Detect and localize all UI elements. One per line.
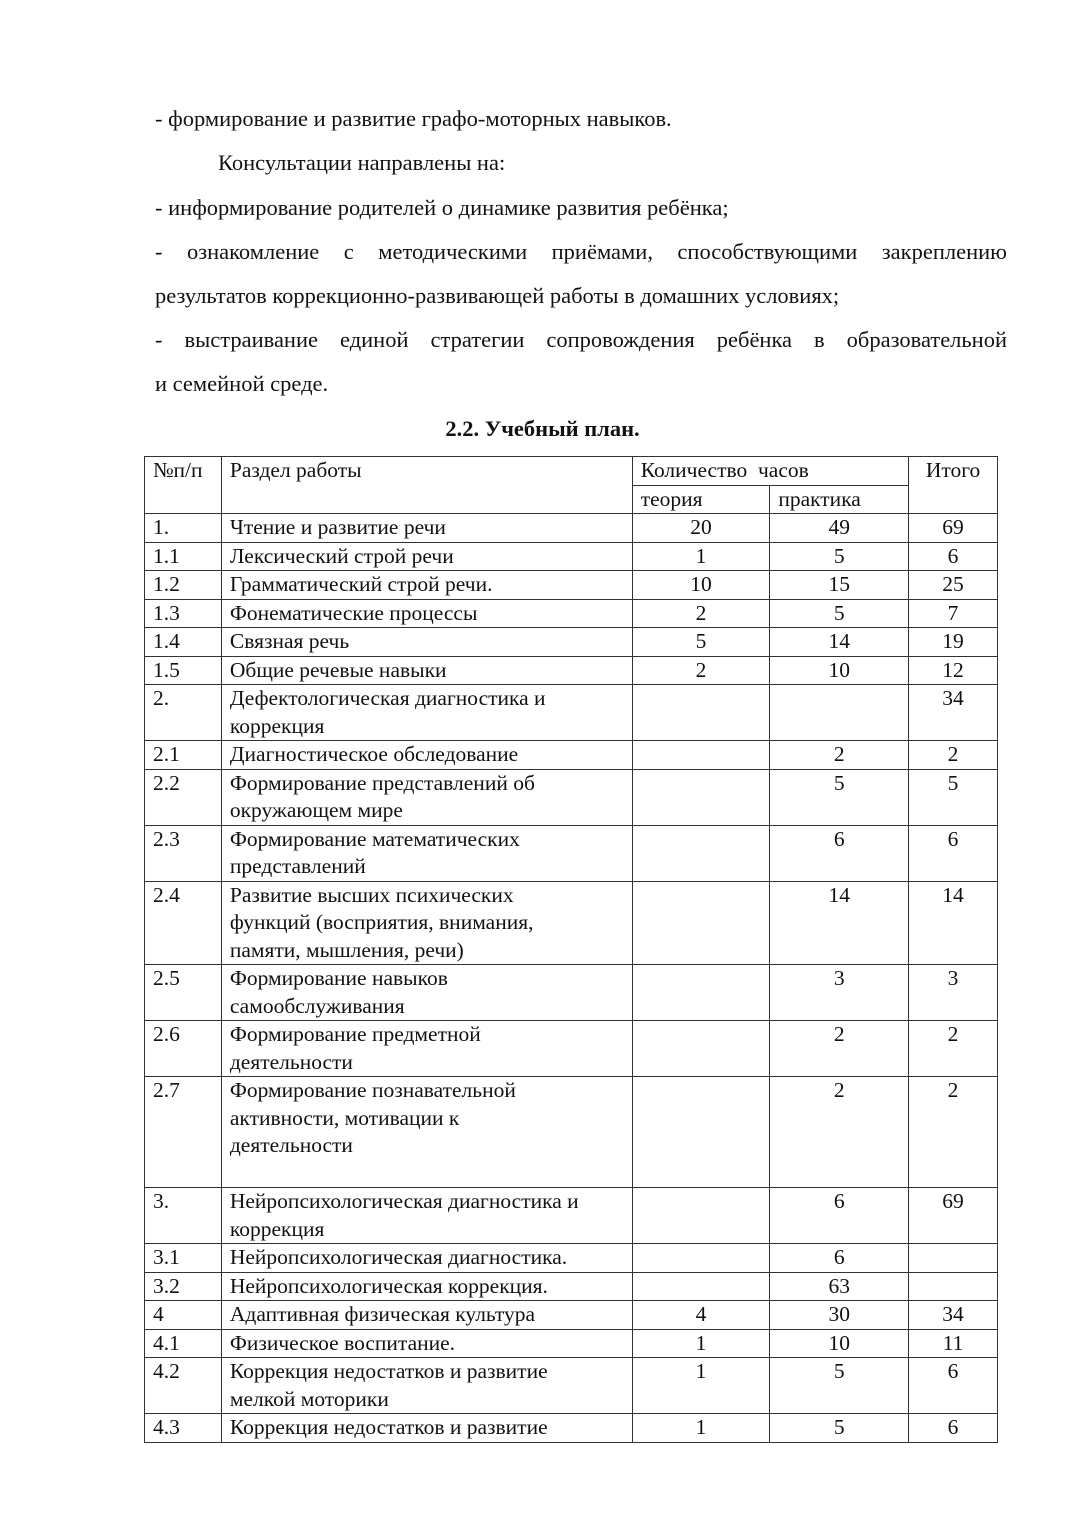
row-practice: 6 — [770, 1244, 909, 1273]
section-line: Связная речь — [229, 629, 350, 653]
table-header-row — [145, 457, 998, 486]
section-line: Развитие высших психических — [229, 882, 514, 907]
section-line: Формирование предметной — [229, 1022, 481, 1046]
section-line: Коррекция недостатков и развитие — [229, 1359, 548, 1383]
header-num: №п/п — [145, 457, 222, 514]
row-total: 25 — [909, 571, 998, 600]
paragraph-inform-parents: - информирование родителей о динамике развития ребёнка; — [155, 195, 729, 220]
row-theory — [632, 1272, 770, 1301]
row-total: 19 — [909, 628, 998, 657]
row-theory — [632, 1188, 770, 1244]
row-theory — [632, 881, 770, 965]
row-total: 11 — [909, 1329, 998, 1358]
row-number: 4.2 — [145, 1358, 222, 1414]
row-total: 2 — [909, 1077, 998, 1188]
row-theory: 2 — [632, 656, 770, 685]
row-practice: 14 — [770, 881, 909, 965]
row-section — [221, 656, 632, 685]
row-theory — [632, 769, 770, 825]
row-section — [221, 628, 632, 657]
paragraph-strategy-line1: - выстраивание единой стратегии сопровождения ребёнка в образовательной — [155, 327, 1007, 352]
row-number: 1.5 — [145, 656, 222, 685]
table-row — [145, 599, 998, 628]
row-practice: 49 — [770, 514, 909, 543]
row-section — [221, 1414, 632, 1443]
row-number: 3.1 — [145, 1244, 222, 1273]
row-theory — [632, 1244, 770, 1273]
row-number: 1.1 — [145, 542, 222, 571]
section-line: Нейропсихологическая диагностика. — [229, 1245, 568, 1269]
row-theory: 20 — [632, 514, 770, 543]
section-line: Нейропсихологическая коррекция. — [229, 1273, 548, 1298]
table-row — [145, 1301, 998, 1330]
row-section — [221, 881, 632, 965]
table-row — [145, 825, 998, 881]
row-practice: 6 — [770, 1188, 909, 1244]
section-line: Адаптивная физическая культура — [229, 1302, 536, 1326]
table-row — [145, 571, 998, 600]
row-number: 1.2 — [145, 571, 222, 600]
section-line: окружающем мире — [229, 798, 403, 822]
row-practice: 5 — [770, 769, 909, 825]
row-section — [221, 599, 632, 628]
row-practice: 10 — [770, 656, 909, 685]
table-row — [145, 1272, 998, 1301]
table-row — [145, 514, 998, 543]
row-practice: 30 — [770, 1301, 909, 1330]
row-section — [221, 542, 632, 571]
row-section — [221, 1301, 632, 1330]
section-line: коррекция — [229, 1216, 325, 1241]
row-practice — [770, 685, 909, 741]
row-total: 6 — [909, 1414, 998, 1443]
row-practice: 15 — [770, 571, 909, 600]
section-line: коррекция — [229, 713, 325, 738]
table-row — [145, 1244, 998, 1273]
row-theory — [632, 825, 770, 881]
table-row — [145, 1329, 998, 1358]
section-line: самообслуживания — [229, 993, 405, 1018]
row-total: 69 — [909, 514, 998, 543]
row-total: 2 — [909, 1021, 998, 1077]
row-practice: 6 — [770, 825, 909, 881]
table-row — [145, 656, 998, 685]
row-number: 2.6 — [145, 1021, 222, 1077]
row-total — [909, 1272, 998, 1301]
row-practice: 5 — [770, 1358, 909, 1414]
row-total: 34 — [909, 685, 998, 741]
row-section — [221, 1188, 632, 1244]
row-practice: 3 — [770, 965, 909, 1021]
row-total: 14 — [909, 881, 998, 965]
row-number: 2.5 — [145, 965, 222, 1021]
section-line: Чтение и развитие речи — [229, 515, 446, 539]
row-section — [221, 514, 632, 543]
row-total: 6 — [909, 1358, 998, 1414]
row-total: 2 — [909, 741, 998, 770]
row-practice: 10 — [770, 1329, 909, 1358]
section-line: Физическое воспитание. — [229, 1330, 456, 1355]
table-row — [145, 1188, 998, 1244]
table-row — [145, 685, 998, 741]
section-line: Формирование представлений об — [229, 770, 535, 795]
table-row — [145, 1077, 998, 1188]
row-practice: 5 — [770, 542, 909, 571]
table-row — [145, 881, 998, 965]
header-section: Раздел работы — [221, 457, 632, 514]
row-total: 6 — [909, 825, 998, 881]
table-body — [145, 514, 998, 1443]
row-total: 5 — [909, 769, 998, 825]
row-practice: 14 — [770, 628, 909, 657]
row-section — [221, 741, 632, 770]
section-line: Грамматический строй речи. — [229, 572, 493, 596]
table-row — [145, 965, 998, 1021]
section-line: Общие речевые навыки — [229, 657, 447, 682]
row-number: 2. — [145, 685, 222, 741]
row-practice: 2 — [770, 1021, 909, 1077]
row-section — [221, 1244, 632, 1273]
row-section — [221, 769, 632, 825]
row-theory — [632, 1021, 770, 1077]
section-line: Диагностическое обследование — [229, 742, 519, 766]
header-hours: Количество часов — [632, 457, 908, 486]
row-theory: 1 — [632, 1414, 770, 1443]
paragraph-methods-line1: - ознакомление с методическими приёмами, способствующими закреплению — [155, 239, 1007, 264]
paragraph-methods-line2: результатов коррекционно-развивающей работы в домашних условиях; — [155, 283, 840, 308]
header-total: Итого — [909, 457, 998, 514]
row-practice: 2 — [770, 1077, 909, 1188]
row-theory: 4 — [632, 1301, 770, 1330]
section-line: Формирование навыков — [229, 966, 448, 990]
section-line: деятельности — [229, 1049, 353, 1074]
row-total: 12 — [909, 656, 998, 685]
row-total: 6 — [909, 542, 998, 571]
row-section — [221, 1358, 632, 1414]
row-theory: 2 — [632, 599, 770, 628]
table-row — [145, 769, 998, 825]
row-section — [221, 825, 632, 881]
table-row — [145, 628, 998, 657]
row-practice: 5 — [770, 1414, 909, 1443]
section-line: Фонематические процессы — [229, 600, 478, 625]
row-number: 3. — [145, 1188, 222, 1244]
table-row — [145, 1021, 998, 1077]
row-section — [221, 1272, 632, 1301]
row-number: 4.1 — [145, 1329, 222, 1358]
row-theory — [632, 685, 770, 741]
row-number: 1.4 — [145, 628, 222, 657]
row-number: 2.4 — [145, 881, 222, 965]
row-section — [221, 965, 632, 1021]
row-theory: 1 — [632, 542, 770, 571]
row-section — [221, 1077, 632, 1188]
header-theory: теория — [632, 485, 770, 514]
row-number: 1.3 — [145, 599, 222, 628]
row-number: 1. — [145, 514, 222, 543]
row-practice: 5 — [770, 599, 909, 628]
section-line: представлений — [229, 854, 366, 878]
row-section — [221, 571, 632, 600]
table-row — [145, 741, 998, 770]
section-line: Дефектологическая диагностика и — [229, 686, 546, 710]
paragraph-strategy-line2: и семейной среде. — [155, 371, 329, 396]
row-total: 3 — [909, 965, 998, 1021]
section-line: мелкой моторики — [229, 1386, 389, 1411]
section-line: деятельности — [229, 1133, 353, 1157]
row-theory: 1 — [632, 1358, 770, 1414]
row-number: 2.7 — [145, 1077, 222, 1188]
row-section — [221, 1021, 632, 1077]
row-practice: 2 — [770, 741, 909, 770]
row-theory — [632, 965, 770, 1021]
table-row — [145, 1414, 998, 1443]
row-number: 4.3 — [145, 1414, 222, 1443]
curriculum-table — [144, 456, 998, 1443]
row-theory: 1 — [632, 1329, 770, 1358]
section-line: Формирование познавательной — [229, 1078, 516, 1102]
row-total: 69 — [909, 1188, 998, 1244]
section-line: активности, мотивации к — [229, 1105, 460, 1130]
section-line: Лексический строй речи — [229, 543, 454, 568]
header-practice: практика — [770, 485, 909, 514]
row-number: 2.3 — [145, 825, 222, 881]
table-row — [145, 542, 998, 571]
section-line: Нейропсихологическая диагностика и — [229, 1189, 579, 1213]
section-line — [230, 1160, 624, 1188]
row-number: 4 — [145, 1301, 222, 1330]
row-theory — [632, 1077, 770, 1188]
row-number: 2.1 — [145, 741, 222, 770]
row-section — [221, 1329, 632, 1358]
row-total: 7 — [909, 599, 998, 628]
section-line: Формирование математических — [229, 826, 520, 851]
row-total: 34 — [909, 1301, 998, 1330]
section-line: памяти, мышления, речи) — [229, 937, 464, 962]
row-section — [221, 685, 632, 741]
section-line: функций (восприятия, внимания, — [229, 910, 534, 934]
paragraph-grapho-motor: - формирование и развитие графо-моторных навыков. — [155, 106, 672, 131]
row-theory — [632, 741, 770, 770]
row-number: 2.2 — [145, 769, 222, 825]
row-practice: 63 — [770, 1272, 909, 1301]
section-line: Коррекция недостатков и развитие — [229, 1415, 548, 1439]
table-row — [145, 1358, 998, 1414]
paragraph-consultations-intro: Консультации направлены на: — [218, 150, 506, 175]
row-theory: 5 — [632, 628, 770, 657]
row-theory: 10 — [632, 571, 770, 600]
row-number: 3.2 — [145, 1272, 222, 1301]
row-total — [909, 1244, 998, 1273]
section-heading: 2.2. Учебный план. — [445, 416, 640, 441]
